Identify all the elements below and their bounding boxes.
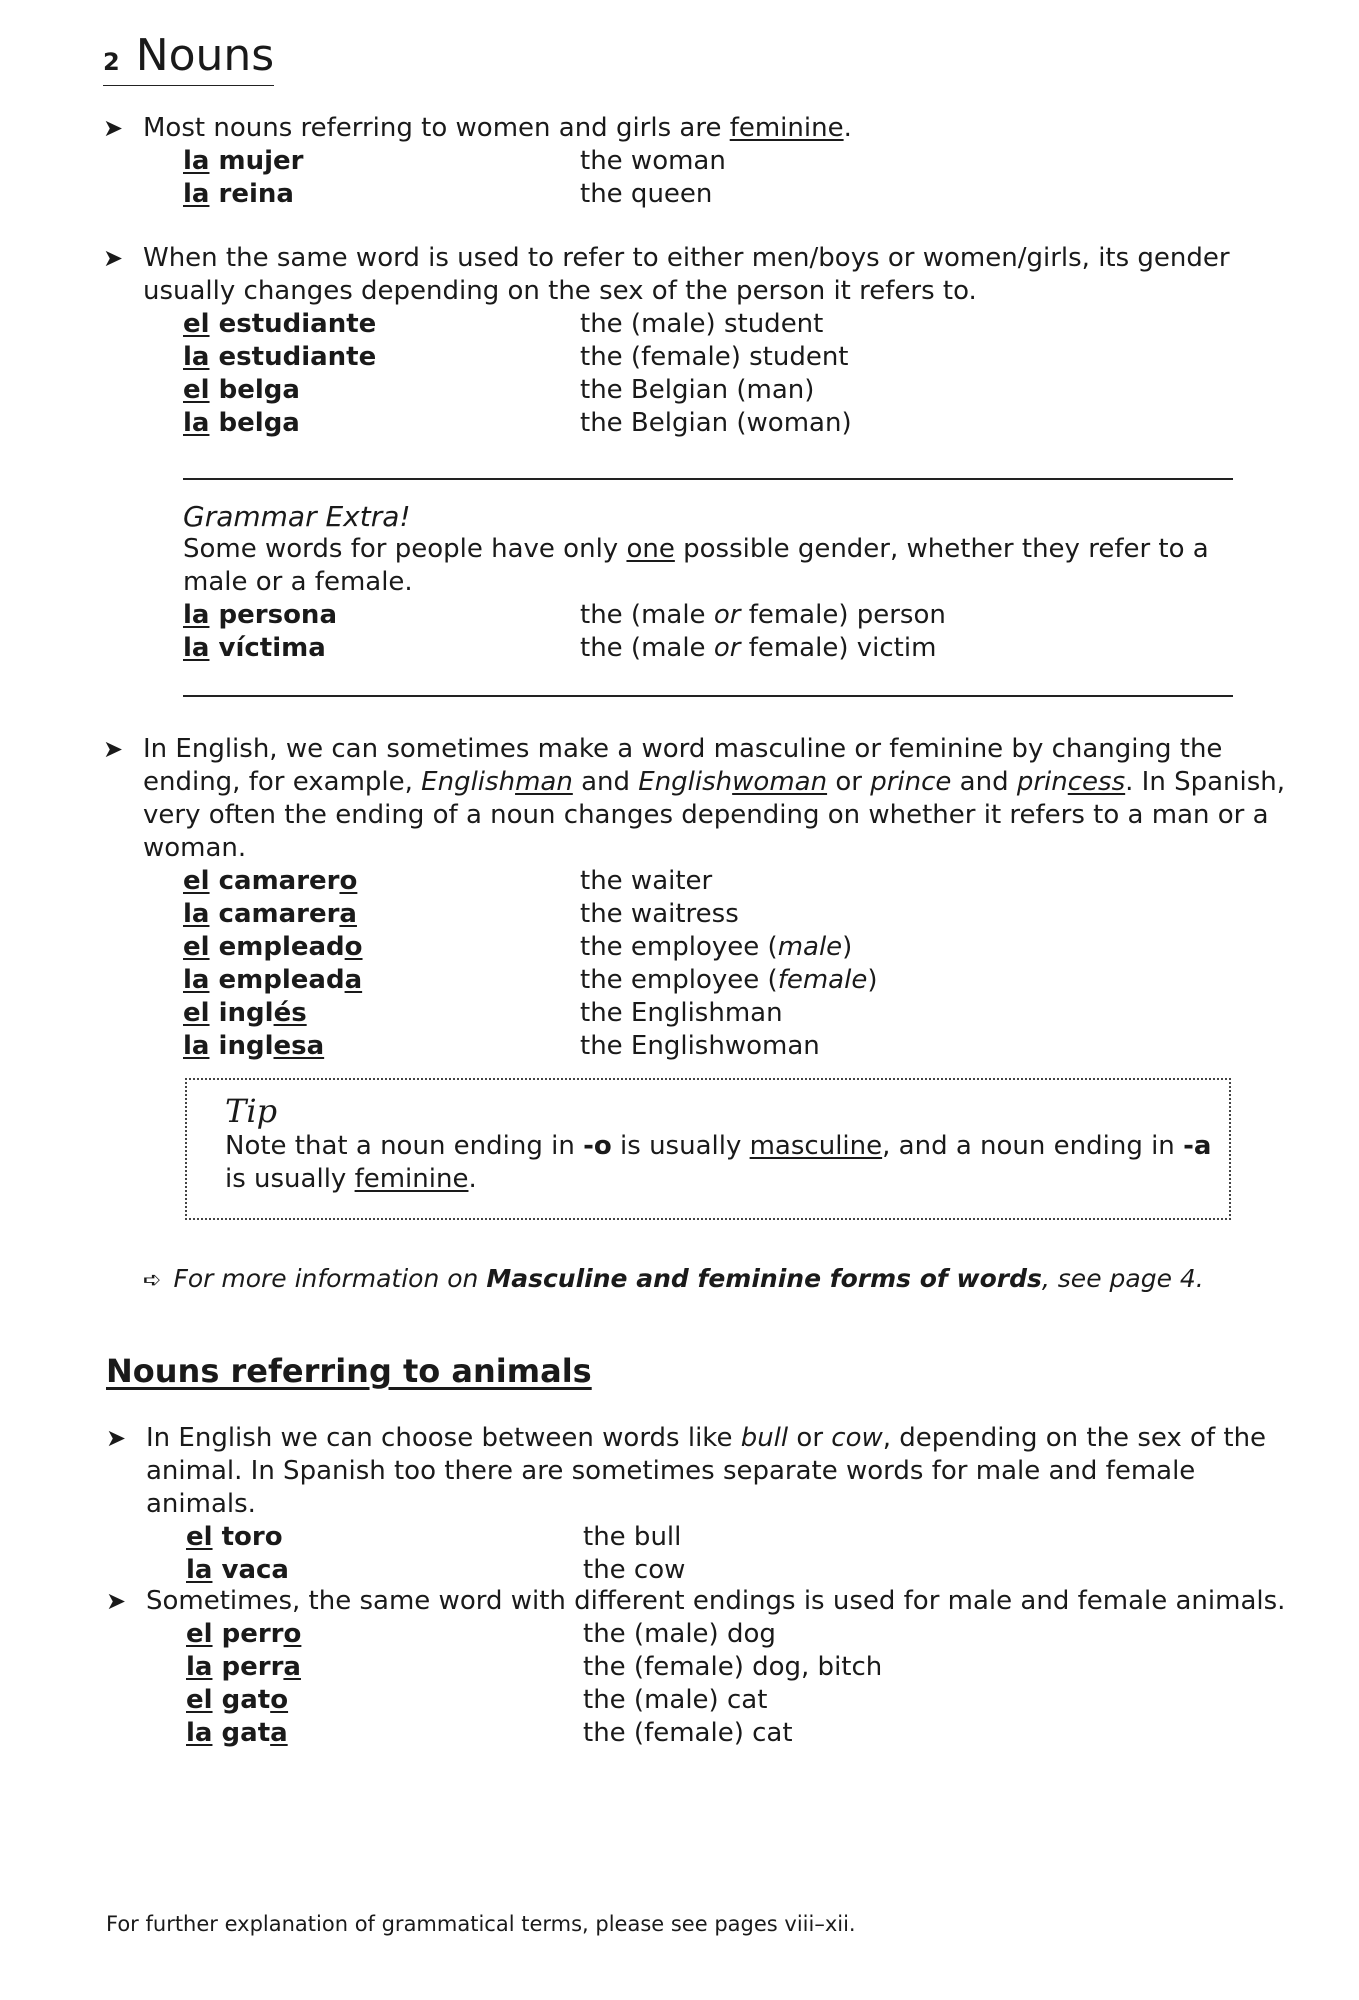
page-number: 2 [103,48,120,76]
example-row: el camarero the waiter [183,866,713,896]
bullet-women-girls: ➤ Most nouns referring to women and girls are feminine. la mujer the woman la reina the queen [103,112,1303,211]
example-row: el belga the Belgian (man) [183,375,815,405]
example-row: el gato the (male) cat [186,1685,768,1715]
pointer-arrow-icon: ➪ [143,1268,162,1293]
divider [183,478,1233,480]
example-row: el perro the (male) dog [186,1619,776,1649]
example-row: la estudiante the (female) student [183,342,849,372]
example-row: la perra the (female) dog, bitch [186,1652,883,1682]
example-row: la persona the (male or female) person [183,600,946,630]
example-row: el estudiante the (male) student [183,309,824,339]
bullet-animal-endings: ➤ Sometimes, the same word with different endings is used for male and female animals. el perro the (male) dog la perra the (female) dog, bitch el gato the (male) cat la gata the (female) cat [106,1585,1306,1750]
bullet-arrow-icon: ➤ [106,1424,127,1452]
bullet-arrow-icon: ➤ [103,244,124,272]
tip-title: Tip [225,1092,278,1130]
page-footer: For further explanation of grammatical terms, please see pages viii–xii. [106,1912,856,1936]
example-row: la camarera the waitress [183,899,739,929]
divider [183,695,1233,697]
example-row: la inglesa the Englishwoman [183,1031,820,1061]
example-row: la empleada the employee (female) [183,965,878,995]
cross-reference: ➪ For more information on Masculine and feminine forms of words, see page 4. [143,1264,1204,1293]
example-row: la gata the (female) cat [186,1718,793,1748]
example-row: el empleado the employee (male) [183,932,853,962]
example-row: la reina the queen [183,179,713,209]
page-title: Nouns [135,30,275,81]
grammar-extra-title: Grammar Extra! [183,500,411,533]
bullet-same-word: ➤ When the same word is used to refer to either men/boys or women/girls, its gender usually changes depending on the sex of the person it refers to. el estudiante the (male) student la estudiante the (female) student el belga the Belgian (man) la belga the Belgian (woman) [103,242,1303,440]
bullet-animal-words: ➤ In English we can choose between words like bull or cow, depending on the sex of the animal. In Spanish too there are sometimes separate words for male and female animals. el toro the bull la vaca the cow [106,1422,1306,1587]
tip-box [185,1078,1231,1220]
grammar-extra-text: Some words for people have only one possible gender, whether they refer to a male or a female. [183,534,1209,597]
example-row: el toro the bull [186,1522,682,1552]
example-row: el inglés the Englishman [183,998,783,1028]
example-row: la mujer the woman [183,146,726,176]
bullet-arrow-icon: ➤ [103,735,124,763]
bullet-arrow-icon: ➤ [106,1587,127,1615]
example-row: la belga the Belgian (woman) [183,408,852,438]
tip-text: Note that a noun ending in -o is usually masculine, and a noun ending in -a is usually feminine. [225,1131,1212,1194]
grammar-extra-box [183,500,1233,665]
bullet-arrow-icon: ➤ [103,114,124,142]
bullet-endings: ➤ In English, we can sometimes make a word masculine or feminine by changing the ending, for example, Englishman and Englishwoman or prince and princess. In Spanish, very often the ending of a noun changes depending on whether it refers to a man or a woman. el camarero the waiter la camarera the waitress el empleado the employee (male) la empleada the employee (female) el inglés the Englishman la inglesa the Englishwoman [103,733,1303,1063]
example-row: la víctima the (male or female) victim [183,633,937,663]
example-row: la vaca the cow [186,1555,686,1585]
section-heading-animals: Nouns referring to animals [106,1352,592,1390]
page-header [103,30,274,86]
